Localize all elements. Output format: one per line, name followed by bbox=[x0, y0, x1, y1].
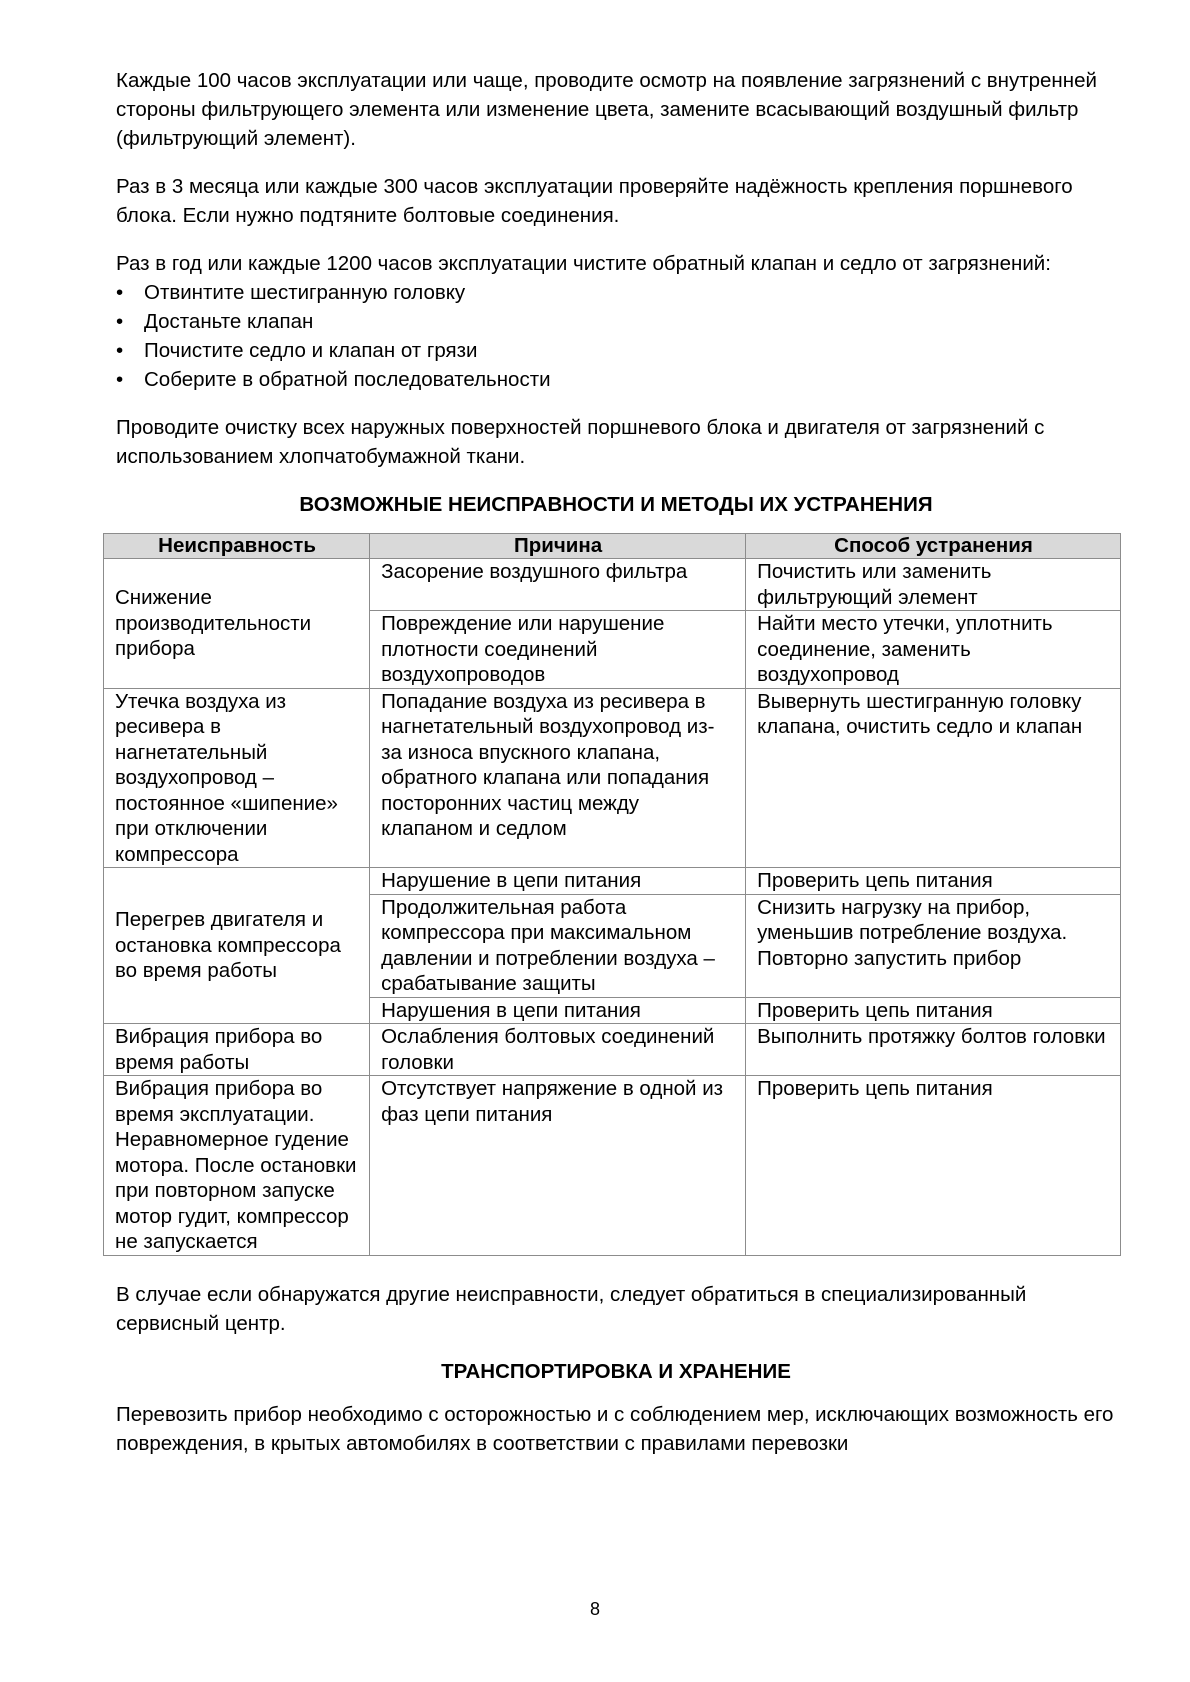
column-header-cause: Причина bbox=[370, 534, 746, 559]
section-title-faults: ВОЗМОЖНЫЕ НЕИСПРАВНОСТИ И МЕТОДЫ ИХ УСТРАНЕНИЯ bbox=[299, 493, 933, 516]
fault-cell: Снижение производительности прибора bbox=[104, 559, 370, 689]
remedy-cell: Выполнить протяжку болтов головки bbox=[746, 1024, 1121, 1076]
remedy-cell: Вывернуть шестигранную головку клапана, очистить седло и клапан bbox=[746, 688, 1121, 868]
remedy-cell: Проверить цепь питания bbox=[746, 1076, 1121, 1256]
list-item: • Достаньте клапан bbox=[116, 310, 314, 333]
remedy-cell: Почистить или заменить фильтрующий элемент bbox=[746, 559, 1121, 611]
remedy-cell: Снизить нагрузку на прибор, уменьшив потребление воздуха. Повторно запустить прибор bbox=[746, 894, 1121, 997]
paragraph-transport: Перевозить прибор необходимо с осторожностью и с соблюдением мер, исключающих возможность его повреждения, в крытых автомобилях в соответствии с правилами перевозки bbox=[116, 1402, 1114, 1455]
cause-cell: Попадание воздуха из ресивера в нагнетательный воздухопровод из-за износа впускного клапана, обратного клапана или попадания посторонних частиц между клапаном и седлом bbox=[370, 688, 746, 868]
cause-cell: Отсутствует напряжение в одной из фаз цепи питания bbox=[370, 1076, 746, 1256]
list-item: • Соберите в обратной последовательности bbox=[116, 368, 551, 391]
remedy-cell: Проверить цепь питания bbox=[746, 868, 1121, 895]
table-row bbox=[104, 1076, 1121, 1256]
fault-cell: Вибрация прибора во время работы bbox=[104, 1024, 370, 1076]
remedy-cell: Проверить цепь питания bbox=[746, 997, 1121, 1024]
list-item: • Почистите седло и клапан от грязи bbox=[116, 339, 478, 362]
valve-steps-list bbox=[116, 278, 1116, 394]
table-row bbox=[104, 559, 1121, 611]
faults-table bbox=[103, 533, 1121, 1256]
fault-cell: Перегрев двигателя и остановка компрессора во время работы bbox=[104, 868, 370, 1024]
list-item: • Отвинтите шестигранную головку bbox=[116, 281, 466, 304]
table-header-row bbox=[104, 534, 1121, 559]
column-header-remedy: Способ устранения bbox=[746, 534, 1121, 559]
cause-cell: Засорение воздушного фильтра bbox=[370, 559, 746, 611]
table-row bbox=[104, 688, 1121, 868]
paragraph-service-center: В случае если обнаружатся другие неисправности, следует обратиться в специализированный сервисный центр. bbox=[116, 1282, 1027, 1335]
fault-cell: Утечка воздуха из ресивера в нагнетательный воздухопровод – постоянное «шипение» при отключении компрессора bbox=[104, 688, 370, 868]
document-page bbox=[116, 66, 1116, 1458]
paragraph-cleaning: Проводите очистку всех наружных поверхностей поршневого блока и двигателя от загрязнений с использованием хлопчатобумажной ткани. bbox=[116, 416, 1045, 468]
cause-cell: Нарушение в цепи питания bbox=[370, 868, 746, 895]
cause-cell: Нарушения в цепи питания bbox=[370, 997, 746, 1024]
remedy-cell: Найти место утечки, уплотнить соединение, заменить воздухопровод bbox=[746, 611, 1121, 689]
paragraph-valve: Раз в год или каждые 1200 часов эксплуатации чистите обратный клапан и седло от загрязнений: bbox=[116, 252, 1051, 275]
table-row bbox=[104, 868, 1121, 895]
section-title-transport: ТРАНСПОРТИРОВКА И ХРАНЕНИЕ bbox=[441, 1359, 791, 1383]
paragraph-piston-block: Раз в 3 месяца или каждые 300 часов эксплуатации проверяйте надёжность крепления поршневого блока. Если нужно подтяните болтовые соединения. bbox=[116, 175, 1073, 227]
cause-cell: Продолжительная работа компрессора при максимальном давлении и потреблении воздуха – срабатывание защиты bbox=[370, 894, 746, 997]
column-header-fault: Неисправность bbox=[104, 534, 370, 559]
cause-cell: Ослабления болтовых соединений головки bbox=[370, 1024, 746, 1076]
page-number: 8 bbox=[589, 1599, 600, 1619]
paragraph-filter: Каждые 100 часов эксплуатации или чаще, проводите осмотр на появление загрязнений с внутренней стороны фильтрующего элемента или изменение цвета, замените всасывающий воздушный фильтр (фильтрующий элемент). bbox=[116, 69, 1097, 150]
fault-cell: Вибрация прибора во время эксплуатации. Неравномерное гудение мотора. После остановки при повторном запуске мотор гудит, компрессор не запускается bbox=[104, 1076, 370, 1256]
cause-cell: Повреждение или нарушение плотности соединений воздухопроводов bbox=[370, 611, 746, 689]
table-row bbox=[104, 1024, 1121, 1076]
